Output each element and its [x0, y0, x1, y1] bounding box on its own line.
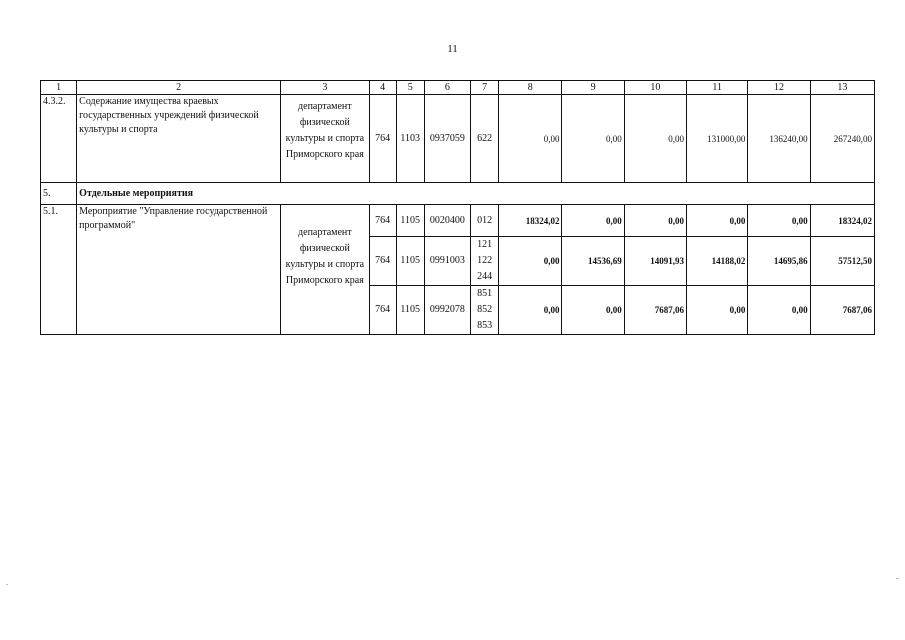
cell-c7	[471, 286, 499, 335]
cell-c10: 0,00	[624, 205, 686, 237]
table-row	[41, 95, 875, 183]
cell-c8: 0,00	[499, 95, 562, 183]
cell-c6: 0020400	[424, 205, 470, 237]
cell-c12: 0,00	[748, 286, 810, 335]
code-line: 121	[477, 239, 493, 250]
cell-c6: 0992078	[424, 286, 470, 335]
code-line: 244	[477, 271, 493, 282]
cell-c7: 622	[471, 95, 499, 183]
cell-c10: 7687,06	[624, 286, 686, 335]
row-number: 5.	[41, 183, 77, 205]
cell-c4: 764	[369, 205, 396, 237]
code-line: 852	[477, 304, 493, 315]
cell-c9: 14536,69	[562, 237, 624, 286]
cell-c4: 764	[369, 237, 396, 286]
cell-c10: 14091,93	[624, 237, 686, 286]
header-cell: 4	[369, 81, 396, 95]
cell-c11: 0,00	[687, 205, 748, 237]
scan-mark: -	[896, 574, 899, 583]
row-department: департамент физической культуры и спорта Приморского края	[281, 95, 369, 183]
cell-c4: 764	[369, 95, 396, 183]
code-line: 851	[477, 288, 493, 299]
cell-c6: 0937059	[424, 95, 470, 183]
code-line: 853	[477, 320, 493, 331]
section-row	[41, 183, 875, 205]
header-cell: 3	[281, 81, 369, 95]
scan-mark: .	[6, 578, 8, 587]
header-cell: 5	[396, 81, 424, 95]
table-row	[41, 205, 875, 237]
cell-c13: 18324,02	[810, 205, 874, 237]
cell-c13: 267240,00	[810, 95, 874, 183]
cell-c5: 1105	[396, 205, 424, 237]
row-number: 5.1.	[41, 205, 77, 335]
code-line: 122	[477, 255, 493, 266]
header-cell: 8	[499, 81, 562, 95]
cell-c12: 136240,00	[748, 95, 810, 183]
header-cell: 9	[562, 81, 624, 95]
cell-c13: 7687,06	[810, 286, 874, 335]
cell-c7: 012	[471, 205, 499, 237]
cell-c13: 57512,50	[810, 237, 874, 286]
row-name: Содержание имущества краевых государственных учреждений физической культуры и спорта	[77, 95, 281, 183]
cell-c10: 0,00	[624, 95, 686, 183]
cell-c8: 0,00	[499, 237, 562, 286]
cell-c11: 14188,02	[687, 237, 748, 286]
header-cell: 12	[748, 81, 810, 95]
cell-c4: 764	[369, 286, 396, 335]
header-cell: 13	[810, 81, 874, 95]
cell-c12: 0,00	[748, 205, 810, 237]
cell-c7	[471, 237, 499, 286]
cell-c11: 131000,00	[687, 95, 748, 183]
cell-c5: 1105	[396, 286, 424, 335]
row-name: Мероприятие "Управление государственной программой"	[77, 205, 281, 335]
cell-c6: 0991003	[424, 237, 470, 286]
header-cell: 1	[41, 81, 77, 95]
cell-c11: 0,00	[687, 286, 748, 335]
cell-c8: 18324,02	[499, 205, 562, 237]
header-cell: 11	[687, 81, 748, 95]
cell-c12: 14695,86	[748, 237, 810, 286]
cell-c9: 0,00	[562, 286, 624, 335]
row-department: департамент физической культуры и спорта Приморского края	[281, 205, 369, 335]
header-cell: 10	[624, 81, 686, 95]
header-row	[41, 81, 875, 95]
header-cell: 2	[77, 81, 281, 95]
section-title: Отдельные мероприятия	[77, 183, 875, 205]
budget-table	[40, 80, 875, 335]
cell-c9: 0,00	[562, 205, 624, 237]
row-number: 4.3.2.	[41, 95, 77, 183]
cell-c5: 1103	[396, 95, 424, 183]
header-cell: 6	[424, 81, 470, 95]
cell-c8: 0,00	[499, 286, 562, 335]
cell-c5: 1105	[396, 237, 424, 286]
cell-c9: 0,00	[562, 95, 624, 183]
header-cell: 7	[471, 81, 499, 95]
page-number: 11	[447, 43, 458, 55]
